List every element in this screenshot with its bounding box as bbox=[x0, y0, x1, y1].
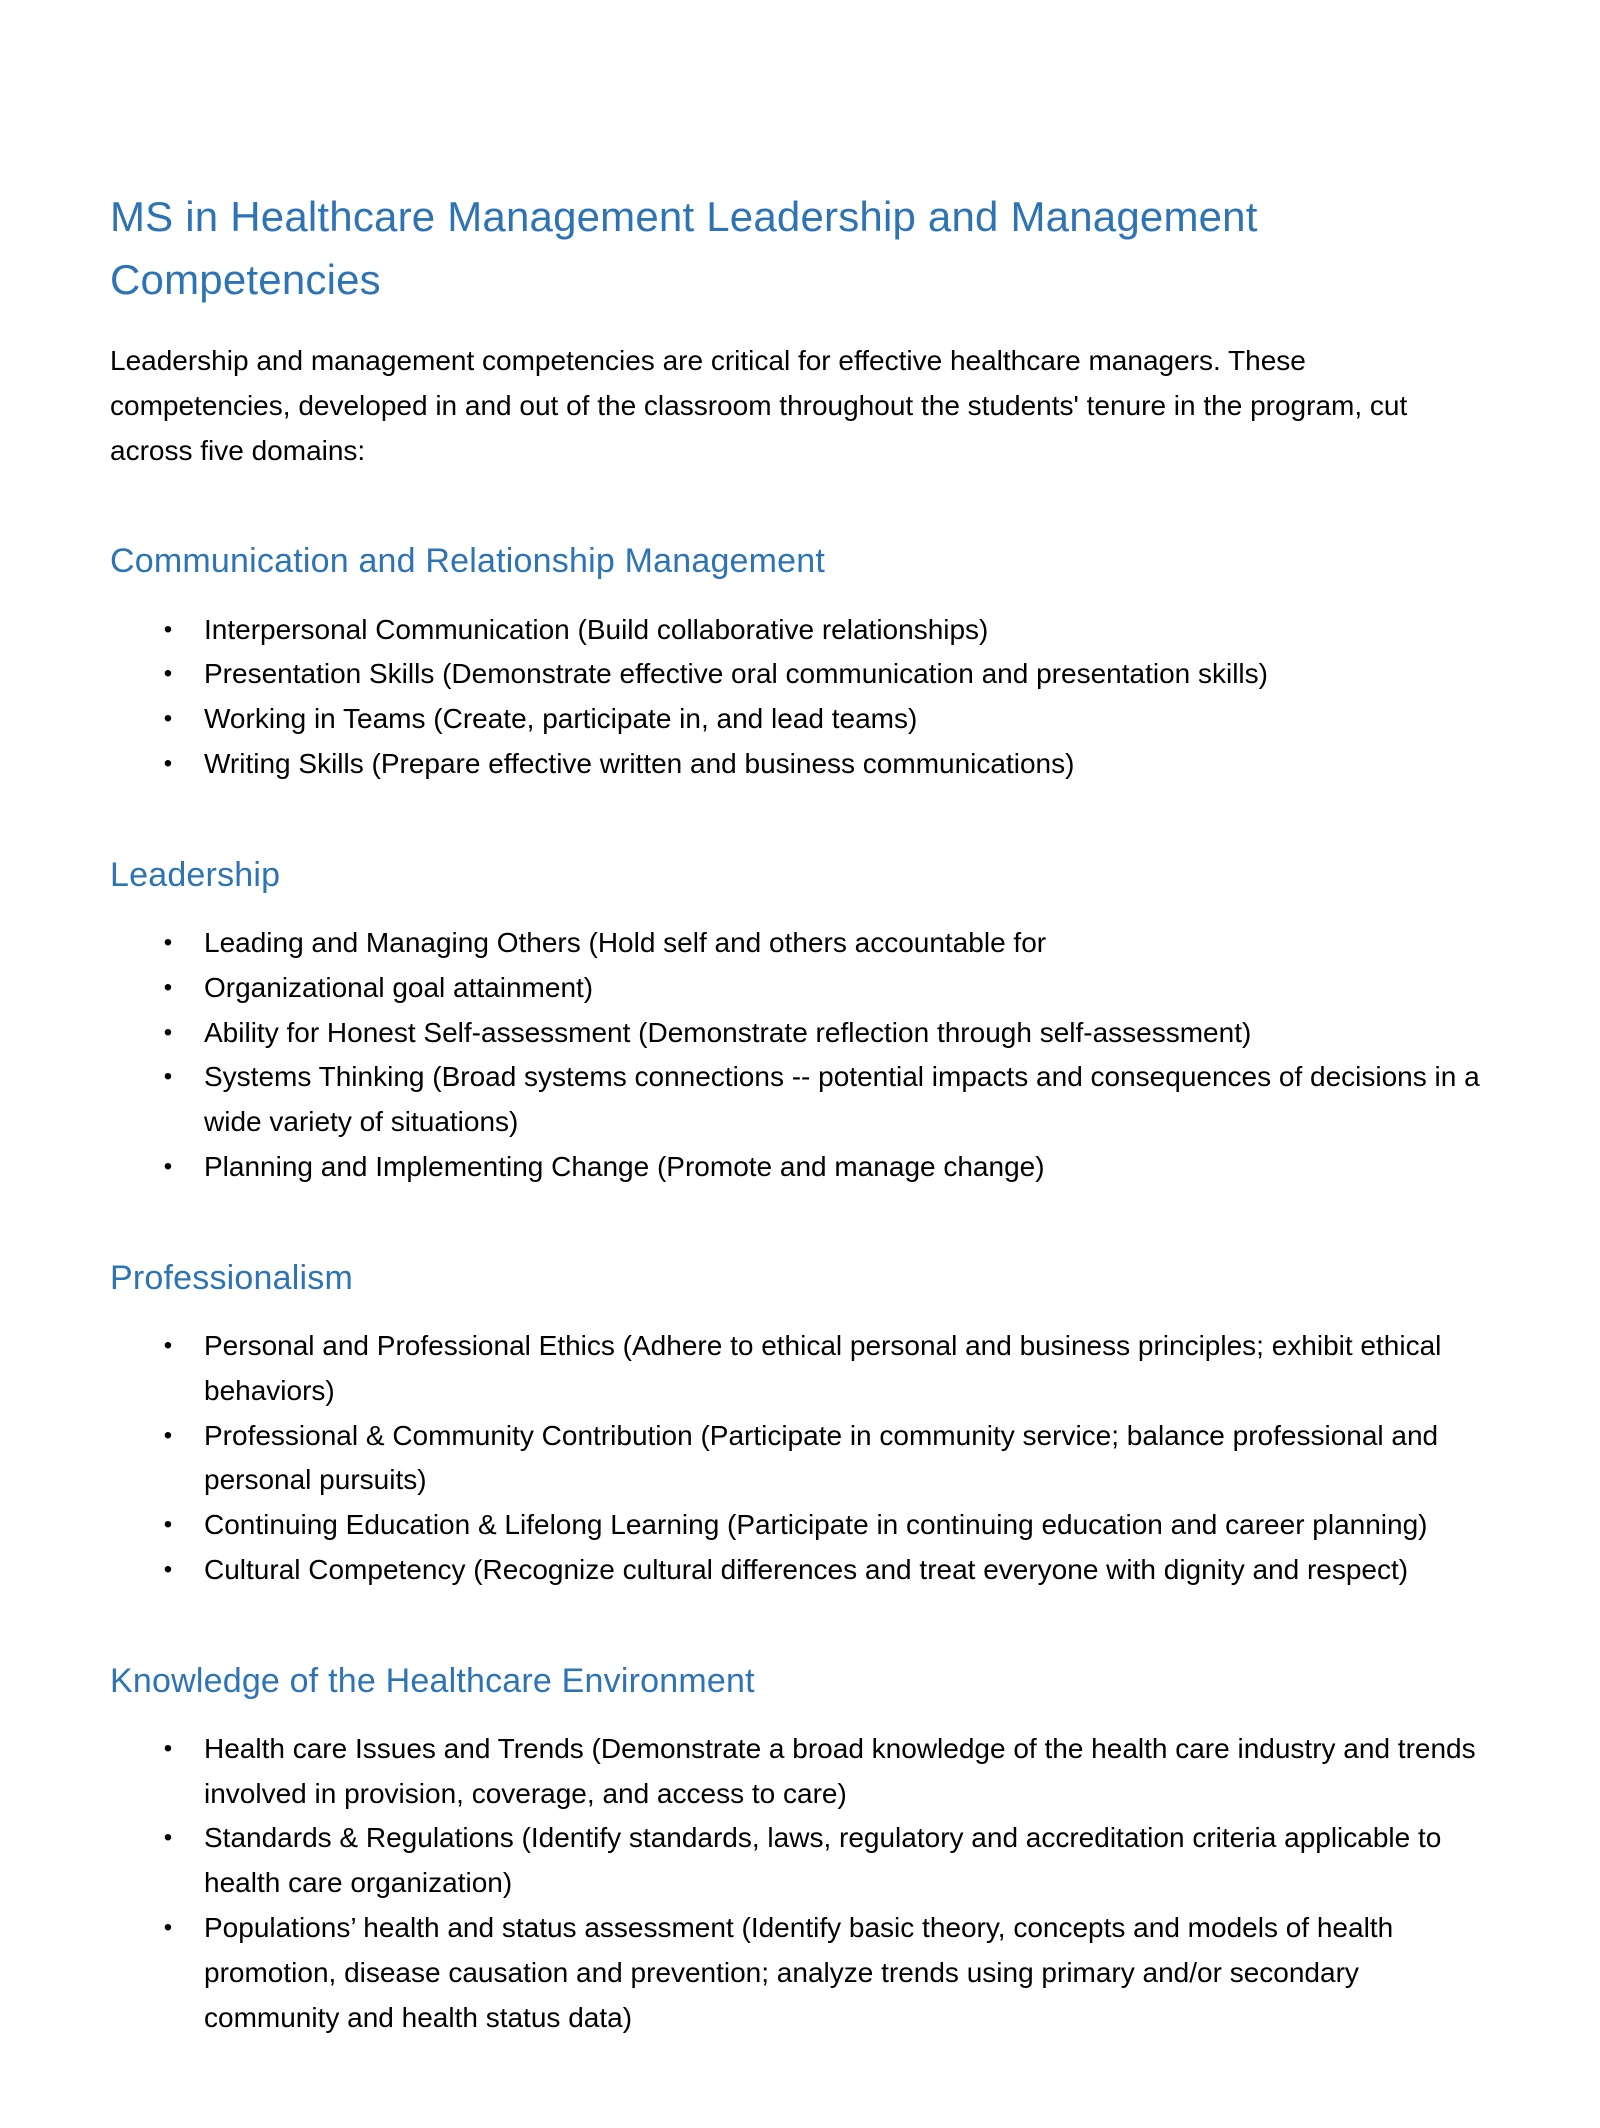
bullet-item bbox=[110, 1145, 1490, 1190]
bullet-dot-icon: • bbox=[163, 1824, 173, 1852]
bullet-item bbox=[110, 1324, 1490, 1414]
bullet-item bbox=[110, 1906, 1490, 2040]
competency-section bbox=[110, 853, 1490, 1190]
bullet-dot-icon: • bbox=[163, 705, 173, 733]
bullet-text: Populations’ health and status assessment (Identify basic theory, concepts and models of health promotion, disease causation and prevention; analyze trends using primary and/or secondary community and health status data) bbox=[204, 1912, 1394, 2033]
bullet-item bbox=[110, 966, 1490, 1011]
bullet-item bbox=[110, 697, 1490, 742]
bullet-list bbox=[110, 1324, 1490, 1593]
bullet-text: Working in Teams (Create, participate in, and lead teams) bbox=[204, 703, 918, 735]
bullet-dot-icon: • bbox=[163, 1018, 173, 1046]
bullet-text: Health care Issues and Trends (Demonstrate a broad knowledge of the health care industry and trends involved in provision, coverage, and access to care) bbox=[204, 1732, 1476, 1809]
bullet-dot-icon: • bbox=[163, 749, 173, 777]
bullet-text: Organizational goal attainment) bbox=[204, 971, 594, 1003]
bullet-text: Cultural Competency (Recognize cultural differences and treat everyone with dignity and respect) bbox=[204, 1553, 1409, 1585]
bullet-dot-icon: • bbox=[163, 1331, 173, 1359]
bullet-item bbox=[110, 1816, 1490, 1906]
bullet-item bbox=[110, 608, 1490, 653]
bullet-text: Writing Skills (Prepare effective written and business communications) bbox=[204, 747, 1075, 779]
bullet-item bbox=[110, 1503, 1490, 1548]
bullet-item bbox=[110, 1055, 1490, 1145]
bullet-text: Ability for Honest Self-assessment (Demonstrate reflection through self-assessment) bbox=[204, 1016, 1252, 1048]
section-heading: Communication and Relationship Management bbox=[110, 542, 826, 581]
competency-section bbox=[110, 1659, 1490, 2041]
bullet-item bbox=[110, 1727, 1490, 1817]
bullet-dot-icon: • bbox=[163, 1914, 173, 1942]
bullet-dot-icon: • bbox=[163, 1063, 173, 1091]
bullet-list bbox=[110, 921, 1490, 1190]
bullet-dot-icon: • bbox=[163, 1421, 173, 1449]
intro-paragraph: Leadership and management competencies are critical for effective healthcare managers. These competencies, developed in and out of the classroom throughout the students' tenure in the program, cut across five domains: bbox=[110, 345, 1408, 466]
bullet-item bbox=[110, 1011, 1490, 1056]
bullet-text: Professional & Community Contribution (Participate in community service; balance professional and personal pursuits) bbox=[204, 1419, 1439, 1496]
bullet-text: Standards & Regulations (Identify standards, laws, regulatory and accreditation criteria applicable to health care organization) bbox=[204, 1822, 1442, 1899]
bullet-item bbox=[110, 1548, 1490, 1593]
bullet-item bbox=[110, 652, 1490, 697]
bullet-dot-icon: • bbox=[163, 1734, 173, 1762]
section-heading: Professionalism bbox=[110, 1258, 353, 1297]
section-heading: Leadership bbox=[110, 855, 281, 894]
page-title: MS in Healthcare Management Leadership and Management Competencies bbox=[110, 193, 1258, 303]
bullet-item bbox=[110, 742, 1490, 787]
bullet-text: Personal and Professional Ethics (Adhere to ethical personal and business principles; exhibit ethical behaviors) bbox=[204, 1329, 1442, 1406]
bullet-dot-icon: • bbox=[163, 928, 173, 956]
bullet-list bbox=[110, 608, 1490, 787]
bullet-dot-icon: • bbox=[163, 660, 173, 688]
bullet-item bbox=[110, 1414, 1490, 1504]
bullet-text: Presentation Skills (Demonstrate effective oral communication and presentation skills) bbox=[204, 658, 1268, 690]
section-heading: Knowledge of the Healthcare Environment bbox=[110, 1661, 755, 1700]
bullet-text: Planning and Implementing Change (Promote and manage change) bbox=[204, 1150, 1045, 1182]
competency-section bbox=[110, 1256, 1490, 1593]
bullet-text: Continuing Education & Lifelong Learning (Participate in continuing education and career planning) bbox=[204, 1509, 1428, 1541]
bullet-dot-icon: • bbox=[163, 1555, 173, 1583]
bullet-dot-icon: • bbox=[163, 615, 173, 643]
bullet-item bbox=[110, 921, 1490, 966]
bullet-dot-icon: • bbox=[163, 1511, 173, 1539]
bullet-list bbox=[110, 1727, 1490, 2041]
bullet-dot-icon: • bbox=[163, 973, 173, 1001]
competency-section bbox=[110, 539, 1490, 786]
sections-container bbox=[110, 539, 1490, 2040]
bullet-text: Interpersonal Communication (Build collaborative relationships) bbox=[204, 613, 989, 645]
bullet-dot-icon: • bbox=[163, 1152, 173, 1180]
bullet-text: Leading and Managing Others (Hold self and others accountable for bbox=[204, 926, 1047, 958]
bullet-text: Systems Thinking (Broad systems connections -- potential impacts and consequences of decisions in a wide variety of situations) bbox=[204, 1061, 1480, 1138]
